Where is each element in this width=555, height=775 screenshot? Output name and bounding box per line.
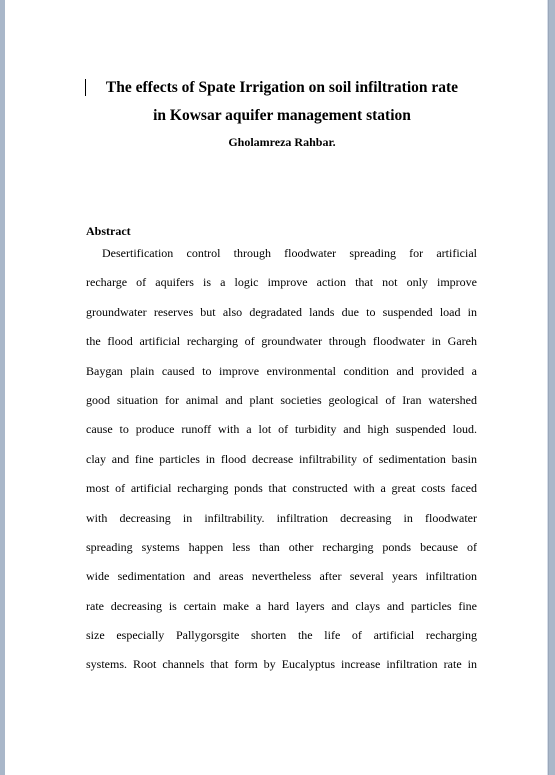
- abstract-line: cause to produce runoff with a lot of turbidity and high suspended loud.: [86, 422, 477, 437]
- abstract-line: wide sedimentation and areas nevertheless after several years infiltration: [86, 569, 477, 584]
- document-page[interactable]: [5, 0, 547, 775]
- abstract-heading: Abstract: [86, 224, 131, 238]
- abstract-line: clay and fine particles in flood decrease infiltrability of sedimentation basin: [86, 451, 477, 466]
- abstract-line: groundwater reserves but also degradated lands due to suspended load in: [86, 304, 477, 319]
- abstract-line: most of artificial recharging ponds that constructed with a great costs faced: [86, 481, 477, 496]
- abstract-line: recharge of aquifers is a logic improve action that not only improve: [86, 275, 477, 290]
- abstract-line: good situation for animal and plant societies geological of Iran watershed: [86, 392, 477, 407]
- abstract-line: size especially Pallygorsgite shorten the life of artificial recharging: [86, 628, 477, 643]
- author-name: Gholamreza Rahbar.: [228, 135, 336, 149]
- document-title: [83, 74, 481, 130]
- abstract-line: rate decreasing is certain make a hard layers and clays and particles fine: [86, 598, 477, 613]
- abstract-line: the flood artificial recharging of groundwater through floodwater in Gareh: [86, 334, 477, 349]
- abstract-line: Baygan plain caused to improve environmental condition and provided a: [86, 363, 477, 378]
- abstract-line: systems. Root channels that form by Eucalyptus increase infiltration rate in: [86, 657, 477, 672]
- abstract-body: [86, 239, 477, 680]
- abstract-line: Desertification control through floodwater spreading for artificial: [102, 246, 477, 260]
- title-line-2: in Kowsar aquifer management station: [153, 107, 411, 124]
- title-line-1: The effects of Spate Irrigation on soil infiltration rate: [105, 79, 459, 96]
- abstract-line: spreading systems happen less than other recharging ponds because of: [86, 539, 477, 554]
- abstract-line: with decreasing in infiltrability. infiltration decreasing in floodwater: [86, 510, 477, 525]
